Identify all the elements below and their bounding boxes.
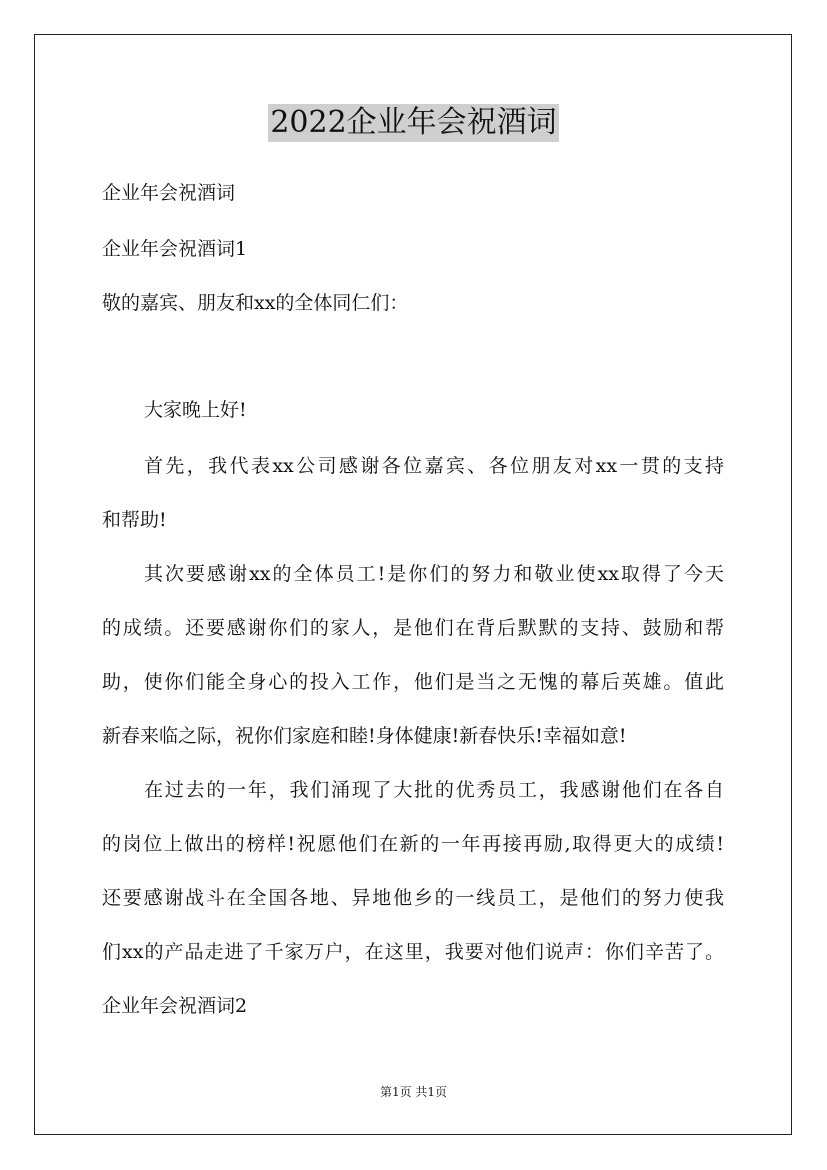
greeting: 大家晚上好! xyxy=(144,399,247,421)
paragraph-line: 其次要感谢xx的全体员工!是你们的努力和敬业使xx取得了今天 xyxy=(144,563,724,585)
paragraph-line: 新春来临之际，祝你们家庭和睦!身体健康!新春快乐!幸福如意! xyxy=(102,725,627,747)
paragraph-line: 和帮助! xyxy=(102,509,167,531)
paragraph-line: 在过去的一年，我们涌现了大批的优秀员工，我感谢他们在各自 xyxy=(144,779,724,801)
section-subheading: 企业年会祝酒词2 xyxy=(102,995,248,1017)
paragraph-line: 首先，我代表xx公司感谢各位嘉宾、各位朋友对xx一贯的支持 xyxy=(144,455,724,477)
paragraph-line: 还要感谢战斗在全国各地、异地他乡的一线员工，是他们的努力使我 xyxy=(102,887,724,909)
section-heading: 企业年会祝酒词 xyxy=(102,182,236,204)
paragraph-line: 的成绩。还要感谢你们的家人，是他们在背后默默的支持、鼓励和帮 xyxy=(102,617,724,639)
paragraph-line: 们xx的产品走进了千家万户，在这里，我要对他们说声：你们辛苦了。 xyxy=(102,941,724,963)
salutation: 敬的嘉宾、朋友和xx的全体同仁们： xyxy=(102,292,409,314)
paragraph-line: 助，使你们能全身心的投入工作，他们是当之无愧的幕后英雄。值此 xyxy=(102,671,724,693)
title-container xyxy=(0,104,827,142)
paragraph-line: 的岗位上做出的榜样!祝愿他们在新的一年再接再励,取得更大的成绩! xyxy=(102,833,724,855)
document-title: 2022企业年会祝酒词 xyxy=(270,105,557,140)
section-subheading: 企业年会祝酒词1 xyxy=(102,238,248,260)
page-footer: 第1页 共1页 xyxy=(379,1085,448,1099)
